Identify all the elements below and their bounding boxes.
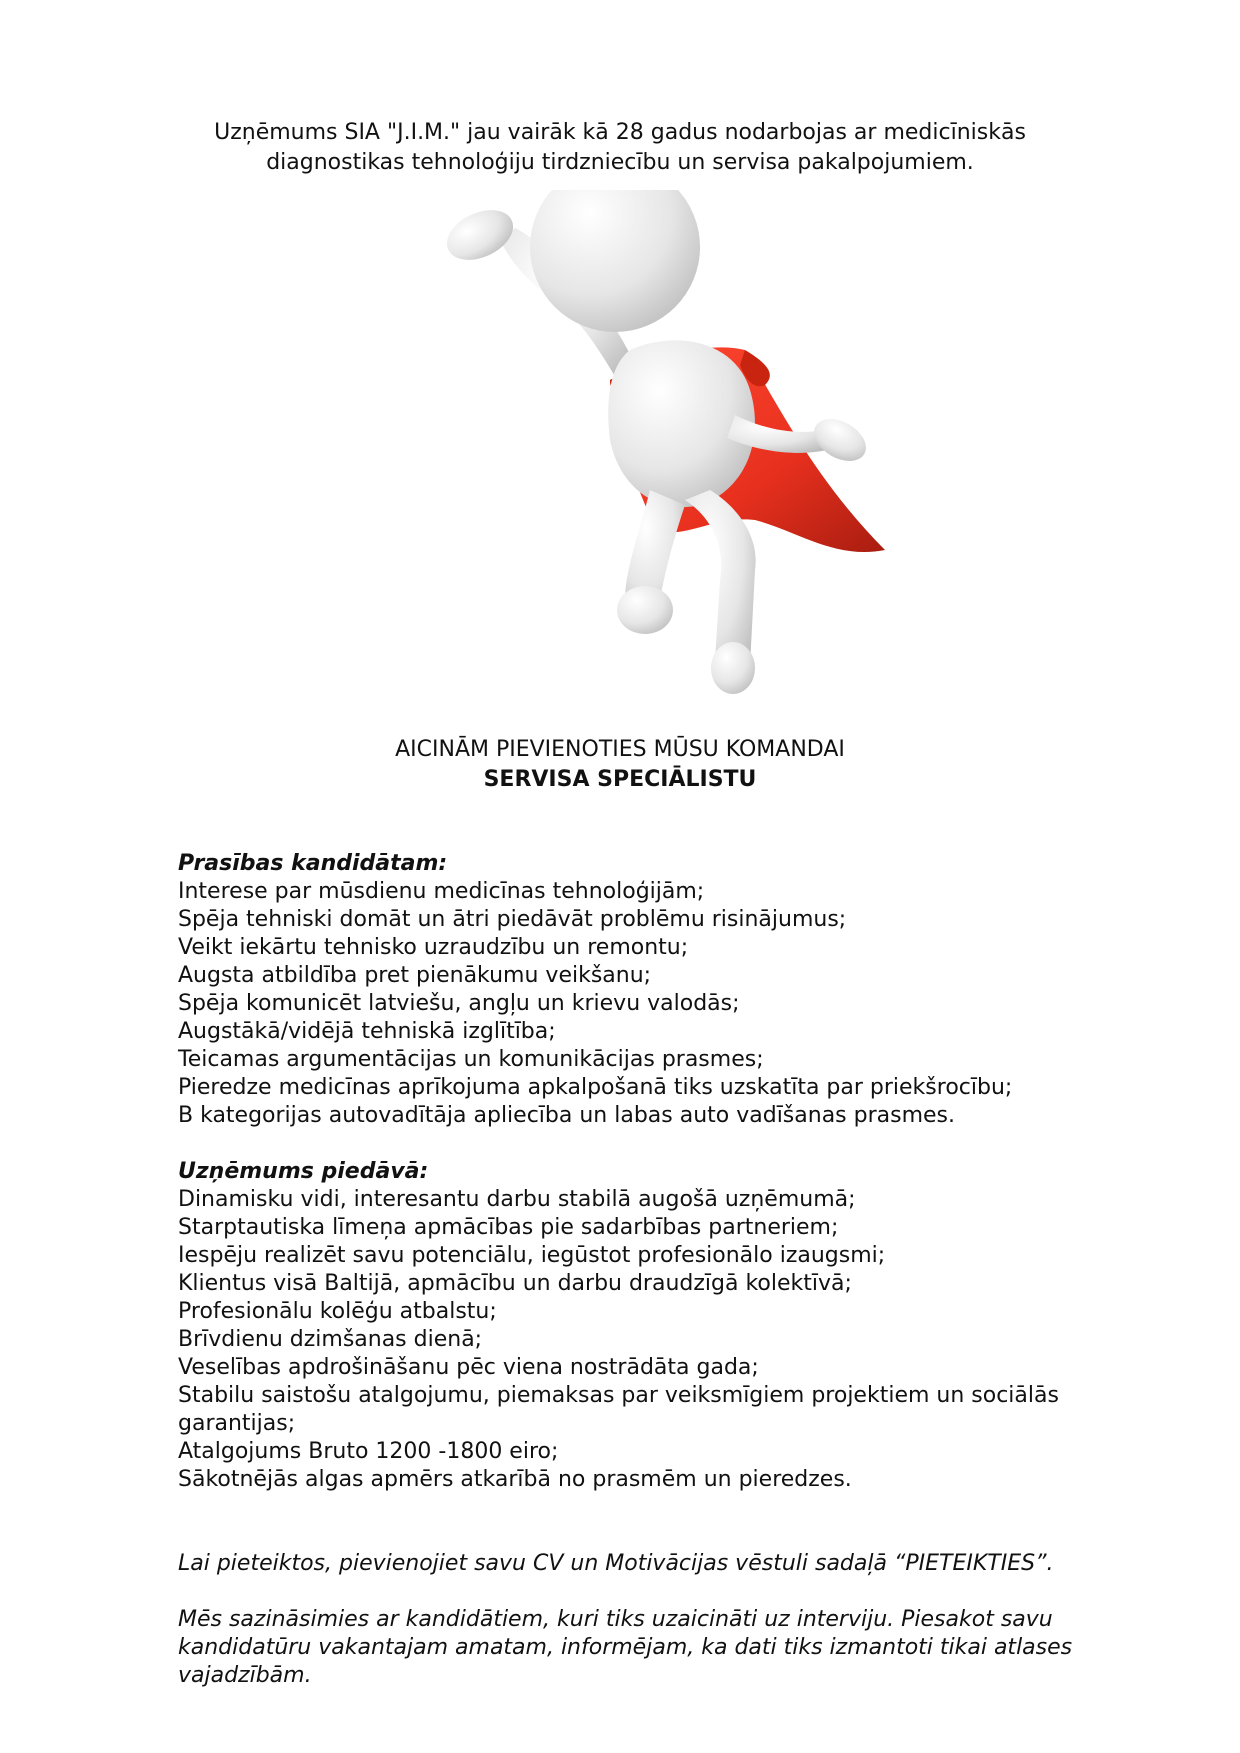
job-headline [120, 735, 1120, 795]
privacy-note: Mēs sazināsimies ar kandidātiem, kuri tiks uzaicināti uz interviju. Piesakot savu kandidatūru vakantajam amatam, informējam, ka dati tiks izmantoti tikai atlases vajadzībām. [178, 1607, 1073, 1688]
intro-line-2: diagnostikas tehnoloģiju tirdzniecību un servisa pakalpojumiem. [266, 150, 974, 175]
list-item: Profesionālu kolēģu atbalstu; [178, 1299, 497, 1324]
list-item: Augstākā/vidējā tehniskā izglītība; [178, 1019, 556, 1044]
job-details [178, 850, 1138, 1690]
list-item: Klientus visā Baltijā, apmācību un darbu draudzīgā kolektīvā; [178, 1271, 852, 1296]
offers-list [178, 1186, 1138, 1494]
offers-section [178, 1158, 1138, 1494]
superhero-figure-illustration [415, 190, 915, 695]
list-item: Sākotnējās algas apmērs atkarībā no prasmēm un pieredzes. [178, 1467, 852, 1492]
raised-fist [439, 200, 521, 269]
list-item: Atalgojums Bruto 1200 -1800 eiro; [178, 1439, 559, 1464]
list-item: Stabilu saistošu atalgojumu, piemaksas par veiksmīgiem projektiem un sociālās garantijas; [178, 1383, 1059, 1436]
company-intro [120, 118, 1120, 178]
requirements-list [178, 878, 1138, 1130]
closing-section [178, 1550, 1138, 1690]
list-item: Dinamisku vidi, interesantu darbu stabilā augošā uzņēmumā; [178, 1187, 856, 1212]
list-item: Pieredze medicīnas aprīkojuma apkalpošanā tiks uzskatīta par priekšrocību; [178, 1075, 1013, 1100]
list-item: Augsta atbildība pret pienākumu veikšanu; [178, 963, 652, 988]
list-item: Teicamas argumentācijas un komunikācijas prasmes; [178, 1047, 764, 1072]
apply-instructions: Lai pieteiktos, pievienojiet savu CV un Motivācijas vēstuli sadaļā “PIETEIKTIES”. [178, 1551, 1054, 1576]
foot-left [617, 586, 673, 634]
intro-line-1: Uzņēmums SIA "J.I.M." jau vairāk kā 28 gadus nodarbojas ar medicīniskās [214, 120, 1026, 145]
list-item: Spēja komunicēt latviešu, angļu un krievu valodās; [178, 991, 740, 1016]
head [530, 190, 700, 332]
lower-hand [807, 410, 873, 469]
job-title: SERVISA SPECIĀLISTU [483, 767, 757, 792]
list-item: Veikt iekārtu tehnisko uzraudzību un remontu; [178, 935, 689, 960]
list-item: B kategorijas autovadītāja apliecība un labas auto vadīšanas prasmes. [178, 1103, 956, 1128]
list-item: Spēja tehniski domāt un ātri piedāvāt problēmu risinājumus; [178, 907, 847, 932]
list-item: Interese par mūsdienu medicīnas tehnoloģijām; [178, 879, 705, 904]
requirements-section [178, 850, 1138, 1130]
headline-invite: AICINĀM PIEVIENOTIES MŪSU KOMANDAI [395, 737, 845, 762]
list-item: Starptautiska līmeņa apmācības pie sadarbības partneriem; [178, 1215, 839, 1240]
foot-right [711, 642, 755, 694]
list-item: Veselības apdrošināšanu pēc viena nostrādāta gada; [178, 1355, 759, 1380]
requirements-title: Prasības kandidātam: [178, 851, 448, 876]
offers-title: Uzņēmums piedāvā: [178, 1159, 429, 1184]
list-item: Brīvdienu dzimšanas dienā; [178, 1327, 483, 1352]
list-item: Iespēju realizēt savu potenciālu, iegūstot profesionālo izaugsmi; [178, 1243, 886, 1268]
